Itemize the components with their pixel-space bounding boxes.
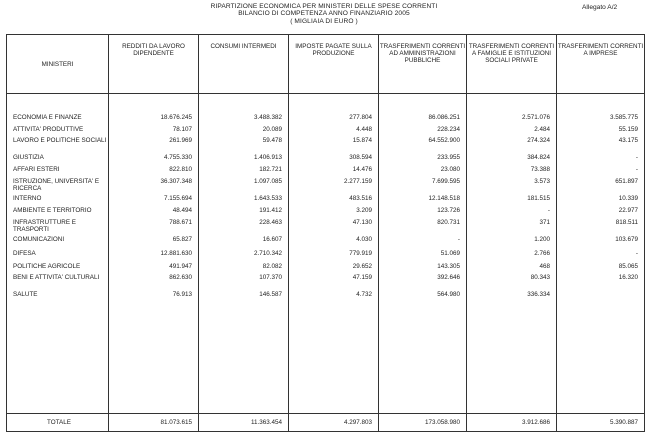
ministero-name: AMBIENTE E TERRITORIO	[13, 207, 92, 214]
cell-value: 4.448	[356, 126, 372, 133]
trasf-famiglie-column	[467, 94, 557, 414]
ministeri-column	[7, 94, 109, 414]
cell-value: 16.320	[618, 274, 638, 281]
cell-value: 107.370	[259, 274, 282, 281]
cell-value: 1.643.533	[253, 195, 282, 202]
total-trasf-imprese: 5.390.887	[557, 414, 645, 432]
cell-value: 336.334	[527, 291, 550, 298]
ministero-name: ECONOMIA E FINANZE	[13, 114, 82, 121]
trasf-amministrazioni-column	[379, 94, 467, 414]
cell-value: 1.097.085	[253, 178, 282, 185]
cell-value: 15.874	[352, 137, 372, 144]
cell-value: -	[635, 154, 638, 161]
ministero-name: ATTIVITA' PRODUTTIVE	[13, 126, 84, 133]
cell-value: 48.494	[172, 207, 192, 214]
cell-value: 822.810	[169, 166, 192, 173]
cell-value: 261.969	[169, 137, 192, 144]
report-header	[0, 3, 648, 25]
cell-value: 191.412	[259, 207, 282, 214]
cell-value: 55.159	[618, 126, 638, 133]
cell-value: 146.587	[259, 291, 282, 298]
col-header-consumi: CONSUMI INTERMEDI	[199, 35, 289, 94]
cell-value: -	[457, 236, 460, 243]
cell-value: 18.676.245	[160, 114, 192, 121]
cell-value: 51.069	[440, 250, 460, 257]
ministero-name: COMUNICAZIONI	[13, 236, 65, 243]
cell-value: 82.082	[262, 263, 282, 270]
ministero-name: POLITICHE AGRICOLE	[13, 263, 81, 270]
ministero-name: INTERNO	[13, 195, 42, 202]
col-header-ministeri: MINISTERI	[7, 35, 109, 94]
cell-value: 4.030	[356, 236, 372, 243]
cell-value: 4.755.330	[163, 154, 192, 161]
cell-value: 308.594	[349, 154, 372, 161]
cell-value: 143.305	[437, 263, 460, 270]
cell-value: 7.699.595	[431, 178, 460, 185]
cell-value: 820.731	[437, 219, 460, 226]
ministero-name: SALUTE	[13, 291, 38, 298]
ministero-name: ISTRUZIONE, UNIVERSITA' E RICERCA	[13, 178, 100, 192]
report-subtitle: BILANCIO DI COMPETENZA ANNO FINANZIARIO 2005	[238, 10, 410, 18]
cell-value: 14.476	[352, 166, 372, 173]
cell-value: 2.571.076	[521, 114, 550, 121]
total-imposte: 4.297.803	[289, 414, 379, 432]
ministero-name: INFRASTRUTTURE E TRASPORTI	[13, 219, 76, 233]
cell-value: 7.155.694	[163, 195, 192, 202]
cell-value: 2.710.342	[253, 250, 282, 257]
total-redditi: 81.073.615	[109, 414, 199, 432]
imposte-column	[289, 94, 379, 414]
cell-value: 468	[539, 263, 550, 270]
ministero-name: GIUSTIZIA	[13, 154, 44, 161]
cell-value: 651.897	[615, 178, 638, 185]
cell-value: 788.671	[169, 219, 192, 226]
total-consumi: 11.363.454	[199, 414, 289, 432]
cell-value: 392.646	[437, 274, 460, 281]
redditi-column	[109, 94, 199, 414]
cell-value: 1.200	[534, 236, 550, 243]
cell-value: 47.130	[352, 219, 372, 226]
allegato-label: Allegato A/2	[582, 4, 618, 11]
cell-value: 4.732	[356, 291, 372, 298]
cell-value: 80.343	[530, 274, 550, 281]
cell-value: -	[547, 207, 550, 214]
cell-value: 20.089	[262, 126, 282, 133]
cell-value: 3.573	[534, 178, 550, 185]
cell-value: 85.065	[618, 263, 638, 270]
col-header-redditi: REDDITI DA LAVORO DIPENDENTE	[109, 35, 199, 94]
cell-value: 12.881.630	[160, 250, 192, 257]
cell-value: 818.511	[615, 219, 638, 226]
cell-value: 123.726	[437, 207, 460, 214]
cell-value: 76.913	[172, 291, 192, 298]
cell-value: 3.209	[356, 207, 372, 214]
cell-value: 862.630	[169, 274, 192, 281]
cell-value: 47.159	[352, 274, 372, 281]
ministero-name: BENI E ATTIVITA' CULTURALI	[13, 274, 100, 281]
cell-value: 181.515	[527, 195, 550, 202]
cell-value: 483.516	[349, 195, 372, 202]
cell-value: 29.652	[352, 263, 372, 270]
total-trasf-famiglie: 3.912.686	[467, 414, 557, 432]
cell-value: 2.766	[534, 250, 550, 257]
cell-value: 12.148.518	[428, 195, 460, 202]
cell-value: 384.824	[527, 154, 550, 161]
cell-value: 233.955	[437, 154, 460, 161]
ministero-name: DIFESA	[13, 250, 36, 257]
cell-value: 182.721	[259, 166, 282, 173]
cell-value: 3.488.382	[253, 114, 282, 121]
cell-value: 43.175	[618, 137, 638, 144]
cell-value: 23.080	[440, 166, 460, 173]
cell-value: 10.339	[618, 195, 638, 202]
expenditure-table	[6, 34, 645, 432]
cell-value: 228.234	[437, 126, 460, 133]
cell-value: -	[635, 166, 638, 173]
report-title: RIPARTIZIONE ECONOMICA PER MINISTERI DELLE SPESE CORRENTI	[210, 3, 438, 10]
total-trasf-amministrazioni: 173.058.980	[379, 414, 467, 432]
cell-value: 274.324	[527, 137, 550, 144]
cell-value: 86.086.251	[428, 114, 460, 121]
cell-value: 2.484	[534, 126, 550, 133]
cell-value: 277.804	[349, 114, 372, 121]
cell-value: 779.919	[349, 250, 372, 257]
cell-value: 3.585.775	[609, 114, 638, 121]
col-header-trasf-amministrazioni: TRASFERIMENTI CORRENTI AD AMMINISTRAZIONI PUBBLICHE	[379, 35, 467, 94]
cell-value	[557, 291, 644, 304]
cell-value: 564.980	[437, 291, 460, 298]
cell-value: -	[635, 250, 638, 257]
ministero-name: AFFARI ESTERI	[13, 166, 60, 173]
cell-value: 371	[539, 219, 550, 226]
cell-value: 16.607	[262, 236, 282, 243]
cell-value: 59.478	[262, 137, 282, 144]
cell-value: 228.463	[259, 219, 282, 226]
cell-value: 491.947	[169, 263, 192, 270]
consumi-column	[199, 94, 289, 414]
col-header-trasf-famiglie: TRASFERIMENTI CORRENTI A FAMIGLIE E ISTITUZIONI SOCIALI PRIVATE	[467, 35, 557, 94]
total-label: TOTALE	[7, 414, 109, 432]
cell-value: 73.388	[530, 166, 550, 173]
cell-value: 64.552.900	[428, 137, 460, 144]
trasf-imprese-column	[557, 94, 645, 414]
col-header-trasf-imprese: TRASFERIMENTI CORRENTI A IMPRESE	[557, 35, 645, 94]
col-header-imposte: IMPOSTE PAGATE SULLA PRODUZIONE	[289, 35, 379, 94]
cell-value: 65.827	[172, 236, 192, 243]
cell-value: 36.307.348	[160, 178, 192, 185]
cell-value: 103.679	[615, 236, 638, 243]
ministero-name: LAVORO E POLITICHE SOCIALI	[13, 137, 107, 144]
cell-value: 1.406.913	[253, 154, 282, 161]
cell-value: 22.977	[618, 207, 638, 214]
cell-value: 2.277.159	[343, 178, 372, 185]
cell-value: 78.107	[172, 126, 192, 133]
report-units: ( MIGLIAIA DI EURO )	[290, 17, 358, 25]
